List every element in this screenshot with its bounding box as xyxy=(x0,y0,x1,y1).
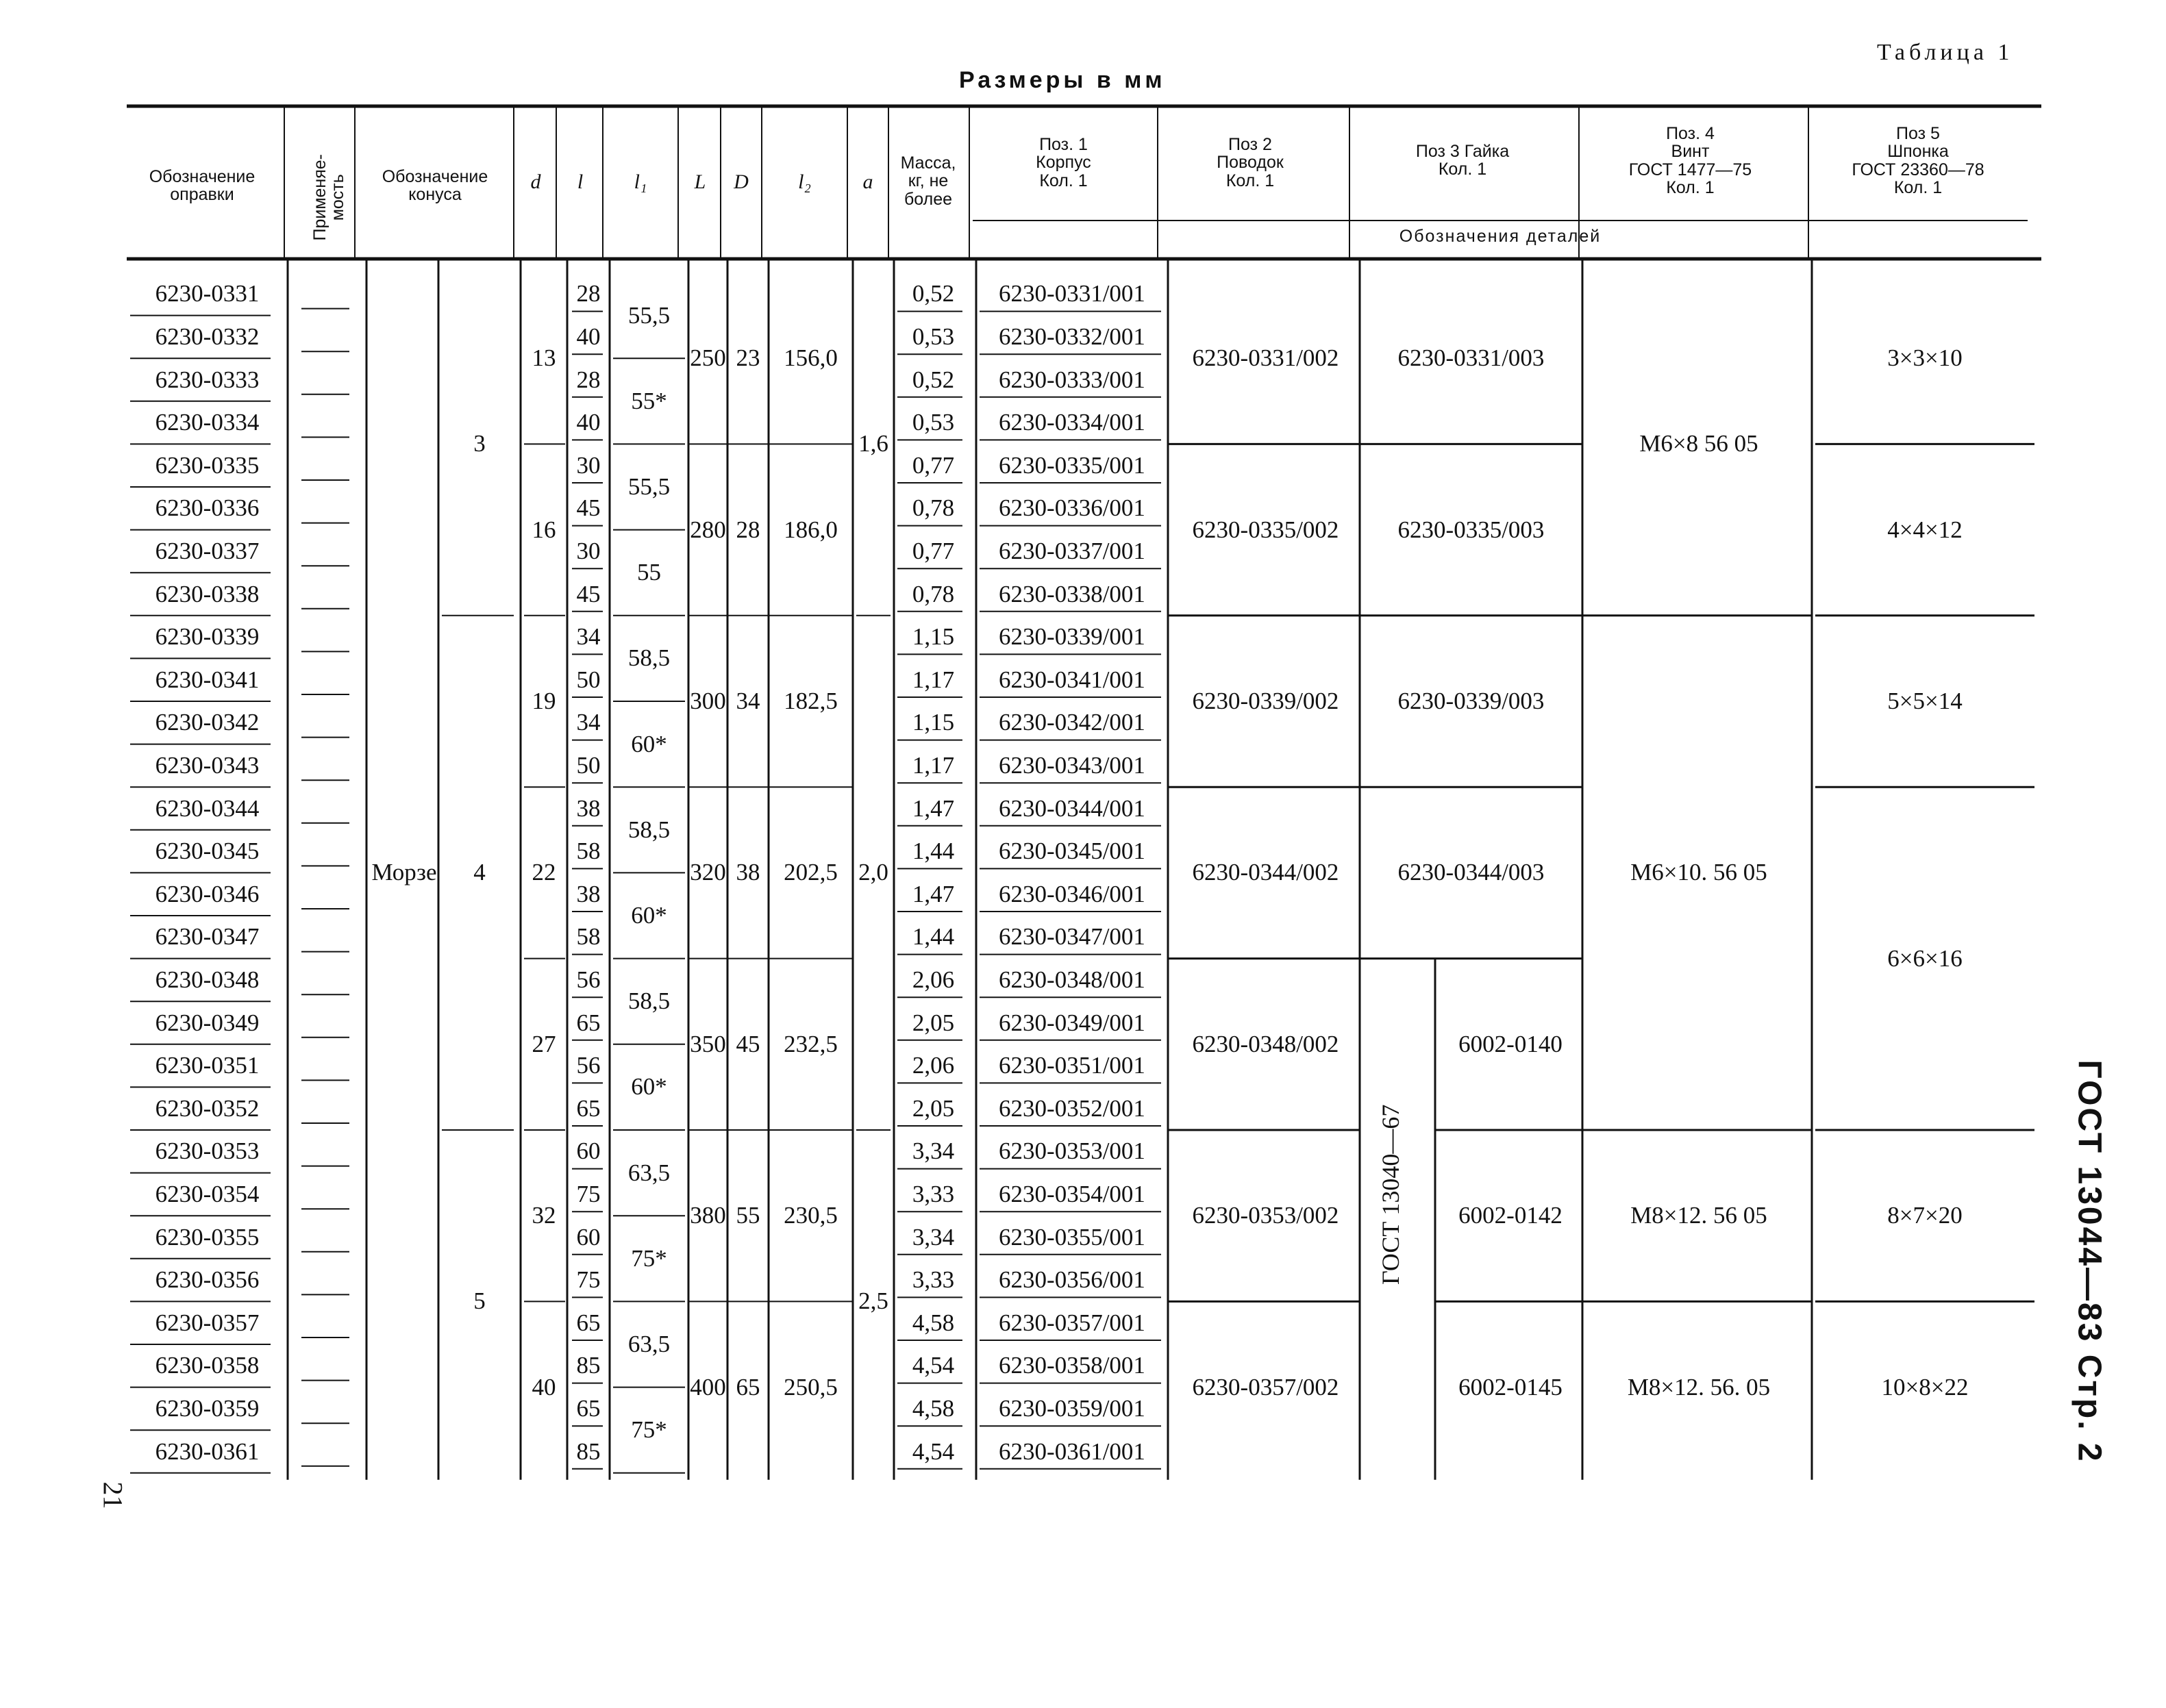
header-d: d xyxy=(530,171,541,193)
designation-cell: 6230-0339 xyxy=(155,623,260,651)
pos2-cell: 6230-0353/002 xyxy=(1192,1202,1339,1229)
l-cell: 28 xyxy=(576,280,601,307)
designation-cell: 6230-0337 xyxy=(155,537,260,564)
pos1-cell: 6230-0342/001 xyxy=(999,709,1145,736)
pos1-cell: 6230-0355/001 xyxy=(999,1223,1145,1251)
pos1-cell: 6230-0353/001 xyxy=(999,1138,1145,1165)
L-cell: 250 xyxy=(690,344,726,372)
mass-cell: 2,06 xyxy=(912,966,955,993)
cone-number-cell: 5 xyxy=(473,1288,486,1315)
designation-cell: 6230-0353 xyxy=(155,1138,260,1165)
designation-cell: 6230-0346 xyxy=(155,880,260,907)
mass-cell: 0,78 xyxy=(912,580,955,607)
designation-cell: 6230-0343 xyxy=(155,751,260,779)
l-cell: 65 xyxy=(576,1394,601,1422)
mass-cell: 4,54 xyxy=(912,1352,955,1379)
l-cell: 50 xyxy=(576,751,601,779)
designation-cell: 6230-0344 xyxy=(155,794,260,822)
l1-cell: 60* xyxy=(631,1073,667,1101)
header-parts-designation: Обозначения деталей xyxy=(1399,227,1602,246)
pos2-cell: 6230-0348/002 xyxy=(1192,1030,1339,1057)
pos4-cell: M8×12. 56 05 xyxy=(1630,1202,1767,1229)
d-cell: 27 xyxy=(532,1030,556,1057)
l-cell: 30 xyxy=(576,451,601,479)
mass-cell: 0,77 xyxy=(912,451,955,479)
pos4-cell: M6×8 56 05 xyxy=(1639,430,1758,457)
mass-cell: 1,17 xyxy=(912,751,955,779)
l1-cell: 58,5 xyxy=(627,988,671,1015)
pos1-cell: 6230-0351/001 xyxy=(999,1052,1145,1079)
pos2-cell: 6230-0331/002 xyxy=(1192,344,1339,372)
header-pos2: Поз 2 Поводок Кол. 1 xyxy=(1217,135,1284,190)
mass-cell: 2,05 xyxy=(912,1009,955,1036)
l-cell: 75 xyxy=(576,1180,601,1207)
l-cell: 28 xyxy=(576,366,601,393)
designation-cell: 6230-0354 xyxy=(155,1180,260,1207)
cone-number-cell: 4 xyxy=(473,859,486,886)
mass-cell: 2,05 xyxy=(912,1094,955,1122)
l2-cell: 250,5 xyxy=(784,1373,838,1401)
l1-cell: 55* xyxy=(631,387,667,414)
pos1-cell: 6230-0337/001 xyxy=(999,537,1145,564)
pos3-cell: 6230-0331/003 xyxy=(1397,344,1545,372)
L-cell: 350 xyxy=(690,1030,726,1057)
pos5-cell: 10×8×22 xyxy=(1881,1373,1969,1401)
l1-cell: 63,5 xyxy=(627,1331,671,1357)
l2-cell: 182,5 xyxy=(784,688,838,714)
side-label: ГОСТ 13044—83 Стр. 2 xyxy=(2071,1059,2108,1464)
mass-cell: 3,34 xyxy=(912,1223,955,1251)
pos1-cell: 6230-0348/001 xyxy=(999,966,1145,993)
l-cell: 40 xyxy=(576,323,601,350)
pos1-cell: 6230-0346/001 xyxy=(999,880,1145,907)
a-cell: 1,6 xyxy=(858,430,888,457)
mass-cell: 2,06 xyxy=(912,1052,955,1079)
header-designation: Обозначение оправки xyxy=(149,167,256,205)
mass-cell: 0,78 xyxy=(912,494,955,522)
l-cell: 85 xyxy=(576,1352,601,1379)
mass-cell: 0,52 xyxy=(912,280,955,307)
d-cell: 40 xyxy=(532,1373,556,1401)
designation-cell: 6230-0358 xyxy=(155,1352,260,1379)
header-cone: Обозначение конуса xyxy=(382,167,488,205)
l-cell: 30 xyxy=(576,537,601,564)
header-pos3: Поз 3 Гайка Кол. 1 xyxy=(1415,142,1510,179)
mass-cell: 1,44 xyxy=(912,923,955,951)
pos1-cell: 6230-0332/001 xyxy=(999,323,1145,350)
l1-cell: 60* xyxy=(631,902,667,929)
designation-cell: 6230-0352 xyxy=(155,1094,260,1122)
pos2-cell: 6230-0357/002 xyxy=(1192,1373,1339,1401)
d-cell: 19 xyxy=(532,688,556,714)
pos1-cell: 6230-0334/001 xyxy=(999,409,1145,436)
pos1-cell: 6230-0349/001 xyxy=(999,1009,1145,1036)
designation-cell: 6230-0336 xyxy=(155,494,260,522)
l1-cell: 63,5 xyxy=(627,1159,671,1186)
l-cell: 50 xyxy=(576,666,601,693)
pos3-cell: 6230-0344/003 xyxy=(1397,859,1545,886)
l1-cell: 75* xyxy=(631,1416,667,1444)
mass-cell: 4,58 xyxy=(912,1309,955,1336)
l-cell: 58 xyxy=(576,838,601,865)
pos3-cell: 6230-0335/003 xyxy=(1397,516,1545,543)
mass-cell: 0,53 xyxy=(912,409,955,436)
designation-cell: 6230-0334 xyxy=(155,409,260,436)
D-cell: 23 xyxy=(736,344,760,372)
header-applicability: Применяе- мость xyxy=(310,154,347,241)
header-pos4: Поз. 4 Винт ГОСТ 1477—75 Кол. 1 xyxy=(1628,124,1752,197)
d-cell: 13 xyxy=(532,344,556,372)
table-label: Таблица 1 xyxy=(1877,40,2014,65)
a-cell: 2,5 xyxy=(858,1288,888,1315)
mass-cell: 3,33 xyxy=(912,1180,955,1207)
l1-cell: 75* xyxy=(631,1244,667,1272)
mass-cell: 4,58 xyxy=(912,1394,955,1422)
l-cell: 34 xyxy=(576,709,601,736)
l1-cell: 55 xyxy=(637,559,661,586)
pos1-cell: 6230-0354/001 xyxy=(999,1180,1145,1207)
designation-cell: 6230-0347 xyxy=(155,923,260,951)
l-cell: 56 xyxy=(576,1052,601,1079)
pos2-cell: 6230-0344/002 xyxy=(1192,859,1339,886)
pos5-cell: 5×5×14 xyxy=(1887,688,1963,714)
l-cell: 45 xyxy=(576,580,601,607)
pos1-cell: 6230-0361/001 xyxy=(999,1437,1145,1465)
pos1-cell: 6230-0341/001 xyxy=(999,666,1145,693)
pos1-cell: 6230-0352/001 xyxy=(999,1094,1145,1122)
designation-cell: 6230-0357 xyxy=(155,1309,260,1336)
d-cell: 16 xyxy=(532,516,556,543)
pos1-cell: 6230-0343/001 xyxy=(999,751,1145,779)
designation-cell: 6230-0356 xyxy=(155,1266,260,1294)
header-mass: Масса, кг, не более xyxy=(900,153,956,209)
pos1-cell: 6230-0345/001 xyxy=(999,838,1145,865)
pos3-gost-label: ГОСТ 13040—67 xyxy=(1377,1104,1404,1285)
mass-cell: 1,47 xyxy=(912,880,955,907)
designation-cell: 6230-0342 xyxy=(155,709,260,736)
pos5-cell: 4×4×12 xyxy=(1887,516,1963,543)
d-cell: 22 xyxy=(532,859,556,886)
designation-cell: 6230-0359 xyxy=(155,1394,260,1422)
pos1-cell: 6230-0338/001 xyxy=(999,580,1145,607)
l-cell: 65 xyxy=(576,1009,601,1036)
l-cell: 65 xyxy=(576,1309,601,1336)
pos1-cell: 6230-0347/001 xyxy=(999,923,1145,951)
l-cell: 75 xyxy=(576,1266,601,1294)
pos5-cell: 6×6×16 xyxy=(1887,944,1963,972)
l-cell: 45 xyxy=(576,494,601,522)
l-cell: 60 xyxy=(576,1223,601,1251)
pos1-cell: 6230-0357/001 xyxy=(999,1309,1145,1336)
pos1-cell: 6230-0359/001 xyxy=(999,1394,1145,1422)
l2-cell: 186,0 xyxy=(784,516,838,543)
header-pos5: Поз 5 Шпонка ГОСТ 23360—78 Кол. 1 xyxy=(1852,124,1984,197)
pos5-cell: 8×7×20 xyxy=(1887,1202,1963,1229)
header-l: l xyxy=(577,171,584,193)
l-cell: 65 xyxy=(576,1094,601,1122)
designation-cell: 6230-0345 xyxy=(155,838,260,865)
designation-cell: 6230-0338 xyxy=(155,580,260,607)
header-D: D xyxy=(734,171,749,193)
pos3-gost-cell: 6002-0145 xyxy=(1458,1373,1563,1401)
l-cell: 38 xyxy=(576,880,601,907)
mass-cell: 3,33 xyxy=(912,1266,955,1294)
designation-cell: 6230-0355 xyxy=(155,1223,260,1251)
pos4-cell: M6×10. 56 05 xyxy=(1630,859,1767,886)
D-cell: 55 xyxy=(736,1202,760,1229)
l2-cell: 202,5 xyxy=(784,859,838,886)
mass-cell: 1,44 xyxy=(912,838,955,865)
pos1-cell: 6230-0331/001 xyxy=(999,280,1145,307)
header-l2: l₂ xyxy=(798,171,811,193)
header-a: a xyxy=(862,171,873,193)
l1-cell: 55,5 xyxy=(627,301,671,329)
cone-name-cell: Морзе xyxy=(371,859,437,886)
L-cell: 400 xyxy=(690,1373,726,1401)
L-cell: 320 xyxy=(690,859,726,886)
mass-cell: 1,15 xyxy=(912,709,955,736)
D-cell: 28 xyxy=(736,516,760,543)
pos3-gost-cell: 6002-0140 xyxy=(1458,1030,1563,1057)
designation-cell: 6230-0332 xyxy=(155,323,260,350)
mass-cell: 4,54 xyxy=(912,1437,955,1465)
l-cell: 85 xyxy=(576,1437,601,1465)
mass-cell: 0,52 xyxy=(912,366,955,393)
D-cell: 38 xyxy=(736,859,760,886)
L-cell: 380 xyxy=(690,1202,726,1229)
l1-cell: 58,5 xyxy=(627,644,671,672)
l-cell: 38 xyxy=(576,794,601,822)
pos1-cell: 6230-0333/001 xyxy=(999,366,1145,393)
mass-cell: 0,77 xyxy=(912,537,955,564)
designation-cell: 6230-0335 xyxy=(155,451,260,479)
l-cell: 60 xyxy=(576,1138,601,1165)
L-cell: 280 xyxy=(690,516,726,543)
pos1-cell: 6230-0356/001 xyxy=(999,1266,1145,1294)
pos4-cell: M8×12. 56. 05 xyxy=(1627,1373,1771,1401)
pos1-cell: 6230-0336/001 xyxy=(999,494,1145,522)
designation-cell: 6230-0333 xyxy=(155,366,260,393)
l1-cell: 58,5 xyxy=(627,816,671,843)
a-cell: 2,0 xyxy=(858,859,888,886)
page-number: 21 xyxy=(97,1481,129,1509)
l-cell: 58 xyxy=(576,923,601,951)
header-l1: l₁ xyxy=(634,171,647,193)
pos1-cell: 6230-0344/001 xyxy=(999,794,1145,822)
mass-cell: 3,34 xyxy=(912,1138,955,1165)
d-cell: 32 xyxy=(532,1202,556,1229)
header-L: L xyxy=(694,171,706,193)
l-cell: 56 xyxy=(576,966,601,993)
l1-cell: 55,5 xyxy=(627,473,671,500)
pos1-cell: 6230-0358/001 xyxy=(999,1352,1145,1379)
mass-cell: 1,47 xyxy=(912,794,955,822)
pos2-cell: 6230-0339/002 xyxy=(1192,688,1339,714)
l2-cell: 156,0 xyxy=(784,344,838,372)
pos1-cell: 6230-0339/001 xyxy=(999,623,1145,651)
dimensions-caption: Размеры в мм xyxy=(959,67,1166,93)
l-cell: 34 xyxy=(576,623,601,651)
mass-cell: 1,17 xyxy=(912,666,955,693)
l2-cell: 230,5 xyxy=(784,1202,838,1229)
mass-cell: 0,53 xyxy=(912,323,955,350)
cone-number-cell: 3 xyxy=(473,430,486,457)
pos3-cell: 6230-0339/003 xyxy=(1397,688,1545,714)
pos5-cell: 3×3×10 xyxy=(1887,344,1963,372)
designation-cell: 6230-0331 xyxy=(155,280,260,307)
l-cell: 40 xyxy=(576,409,601,436)
designation-cell: 6230-0349 xyxy=(155,1009,260,1036)
pos1-cell: 6230-0335/001 xyxy=(999,451,1145,479)
D-cell: 34 xyxy=(736,688,760,714)
header-pos1: Поз. 1 Корпус Кол. 1 xyxy=(1036,135,1091,190)
D-cell: 65 xyxy=(736,1373,760,1401)
designation-cell: 6230-0351 xyxy=(155,1052,260,1079)
designation-cell: 6230-0341 xyxy=(155,666,260,693)
pos2-cell: 6230-0335/002 xyxy=(1192,516,1339,543)
D-cell: 45 xyxy=(736,1030,760,1057)
L-cell: 300 xyxy=(690,688,726,714)
l1-cell: 60* xyxy=(631,730,667,757)
designation-cell: 6230-0348 xyxy=(155,966,260,993)
pos3-gost-cell: 6002-0142 xyxy=(1458,1202,1563,1229)
designation-cell: 6230-0361 xyxy=(155,1437,260,1465)
mass-cell: 1,15 xyxy=(912,623,955,651)
l2-cell: 232,5 xyxy=(784,1030,838,1057)
